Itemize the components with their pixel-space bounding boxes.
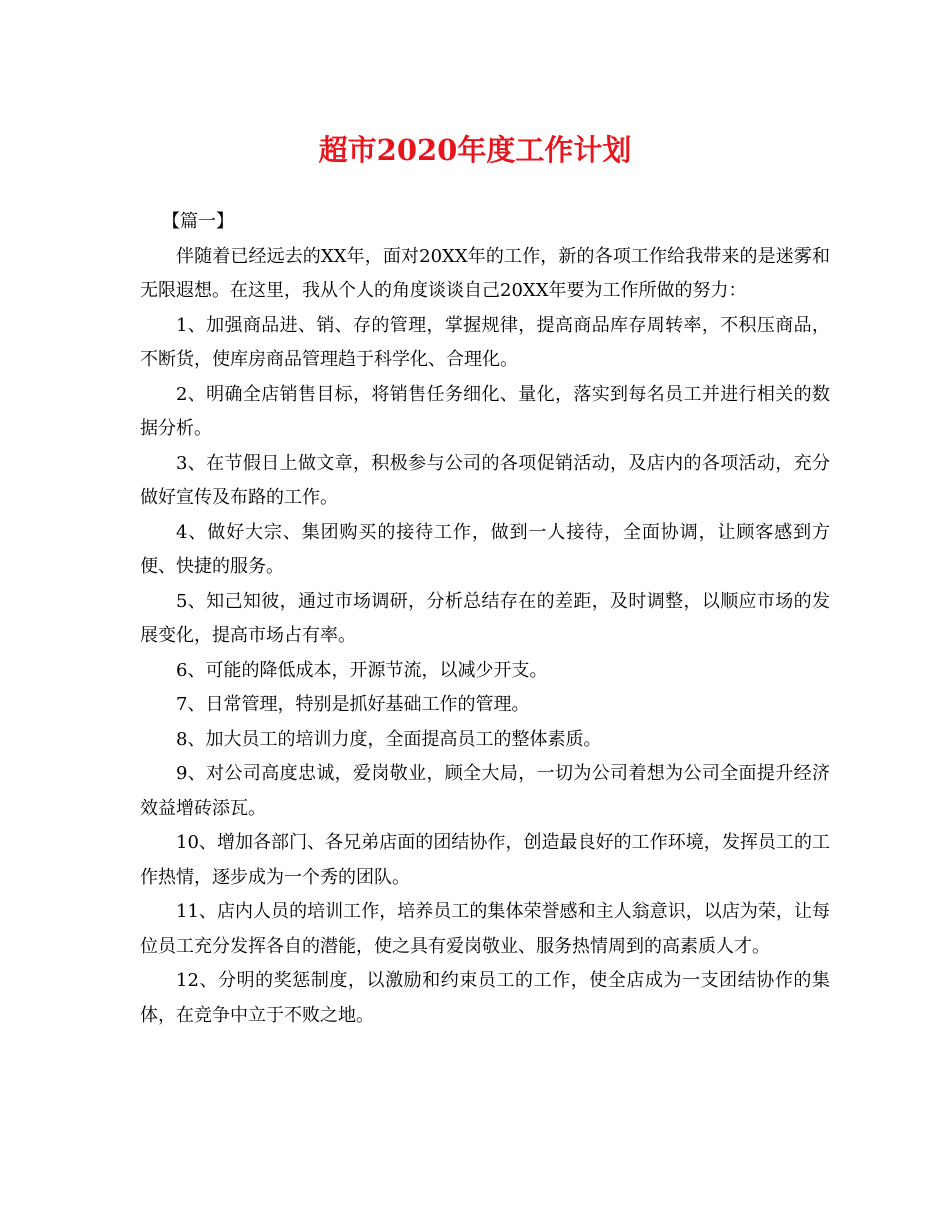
paragraph-item-10: 10、增加各部门、各兄弟店面的团结协作，创造最良好的工作环境，发挥员工的工作热情，逐步成为一个秀的团队。 xyxy=(140,832,830,888)
paragraph-item-8: 8、加大员工的培训力度，全面提高员工的整体素质。 xyxy=(176,728,602,750)
paragraph-item-1: 1、加强商品进、销、存的管理，掌握规律，提高商品库存周转率，不积压商品，不断货，使库房商品管理趋于科学化、合理化。 xyxy=(140,314,830,370)
paragraph-item-3: 3、在节假日上做文章，积极参与公司的各项促销活动，及店内的各项活动，充分做好宣传及布路的工作。 xyxy=(140,452,830,508)
paragraph-item-9: 9、对公司高度忠诚，爱岗敬业，顾全大局，一切为公司着想为公司全面提升经济效益增砖添瓦。 xyxy=(140,763,830,819)
paragraph-item-4: 4、做好大宗、集团购买的接待工作，做到一人接待，全面协调，让顾客感到方便、快捷的服务。 xyxy=(140,521,830,577)
document-body xyxy=(140,205,830,1033)
paragraph-item-2: 2、明确全店销售目标，将销售任务细化、量化，落实到每名员工并进行相关的数据分析。 xyxy=(140,383,830,439)
paragraph-intro: 伴随着已经远去的XX年，面对20XX年的工作，新的各项工作给我带来的是迷雾和无限遐想。在这里，我从个人的角度谈谈自己20XX年要为工作所做的努力： xyxy=(140,245,830,301)
paragraph-item-6: 6、可能的降低成本，开源节流，以减少开支。 xyxy=(176,659,548,681)
paragraph-item-7: 7、日常管理，特别是抓好基础工作的管理。 xyxy=(176,694,530,715)
paragraph-item-11: 11、店内人员的培训工作，培养员工的集体荣誉感和主人翁意识，以店为荣，让每位员工充分发挥各自的潜能，使之具有爱岗敬业、服务热情周到的高素质人才。 xyxy=(140,901,830,957)
paragraph-item-5: 5、知己知彼，通过市场调研，分析总结存在的差距，及时调整，以顺应市场的发展变化，提高市场占有率。 xyxy=(140,590,830,646)
document-title: 超市2020年度工作计划 xyxy=(318,133,632,167)
paragraph-item-12: 12、分明的奖惩制度，以激励和约束员工的工作，使全店成为一支团结协作的集体，在竞争中立于不败之地。 xyxy=(140,970,830,1026)
section-label: 【篇一】 xyxy=(162,211,234,232)
